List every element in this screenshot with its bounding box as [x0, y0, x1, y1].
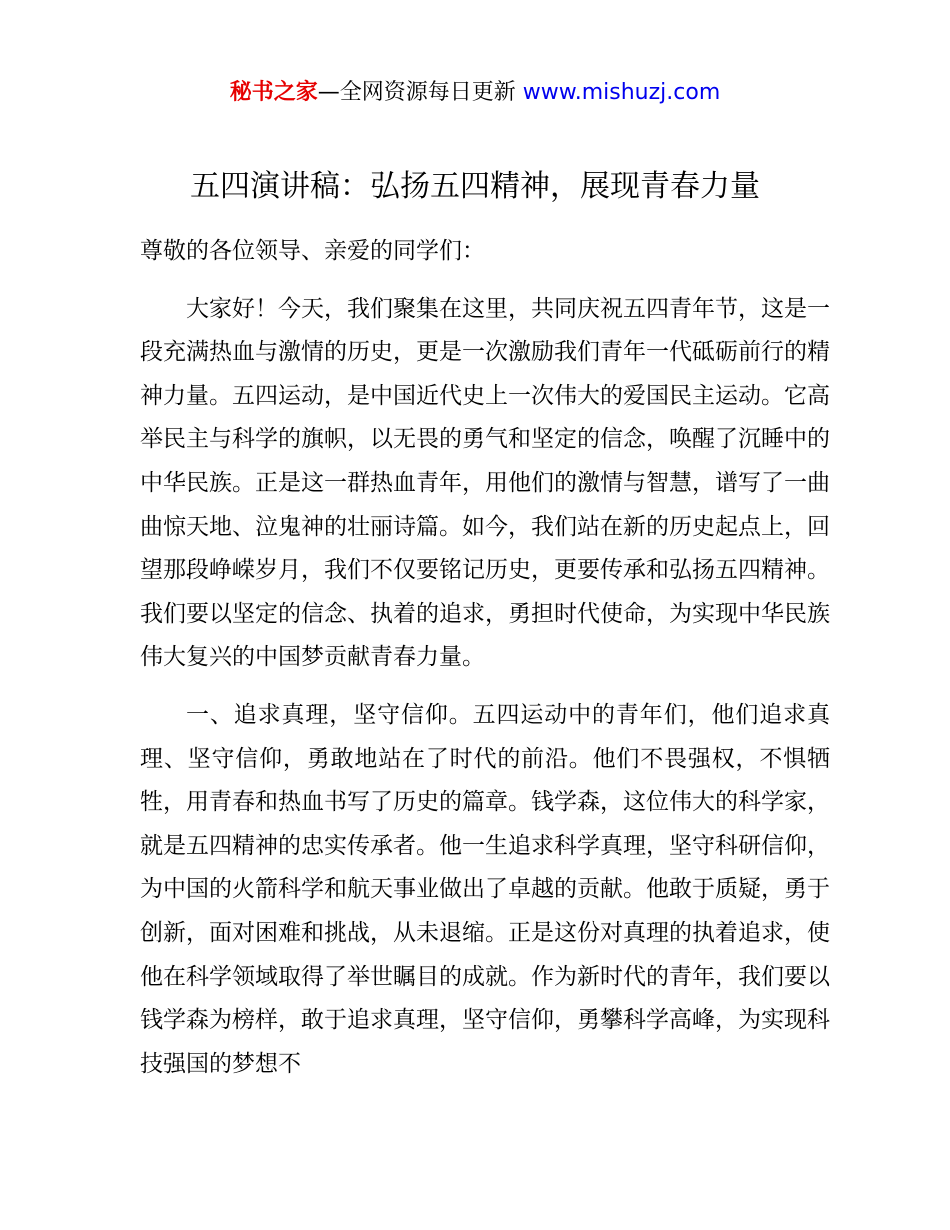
document-body — [140, 230, 830, 1100]
document-title: 五四演讲稿：弘扬五四精神，展现青春力量 — [190, 169, 760, 204]
salutation: 尊敬的各位领导、亲爱的同学们： — [140, 238, 485, 264]
paragraph-intro: 大家好！今天，我们聚集在这里，共同庆祝五四青年节，这是一段充满热血与激情的历史，更是一次激励我们青年一代砥砺前行的精神力量。五四运动，是中国近代史上一次伟大的爱国民主运动。它高举民主与科学的旗帜，以无畏的勇气和坚定的信念，唤醒了沉睡中的中华民族。正是这一群热血青年，用他们的激情与智慧，谱写了一曲曲惊天地、泣鬼神的壮丽诗篇。如今，我们站在新的历史起点上，回望那段峥嵘岁月，我们不仅要铭记历史，更要传承和弘扬五四精神。我们要以坚定的信念、执着的追求，勇担时代使命，为实现中华民族伟大复兴的中国梦贡献青春力量。 — [140, 295, 830, 671]
paragraph-section-one: 一、追求真理，坚守信仰。五四运动中的青年们，他们追求真理、坚守信仰，勇敢地站在了时代的前沿。他们不畏强权，不惧牺牲，用青春和热血书写了历史的篇章。钱学森，这位伟大的科学家，就是五四精神的忠实传承者。他一生追求科学真理，坚守科研信仰，为中国的火箭科学和航天事业做出了卓越的贡献。他敢于质疑，勇于创新，面对困难和挑战，从未退缩。正是这份对真理的执着追求，使他在科学领域取得了举世瞩目的成就。作为新时代的青年，我们要以钱学森为榜样，敢于追求真理，坚守信仰，勇攀科学高峰，为实现科技强国的梦想不 — [140, 701, 830, 1077]
site-tagline: —全网资源每日更新 — [317, 80, 516, 105]
site-brand: 秘书之家 — [229, 80, 318, 105]
site-url-link[interactable]: www.mishuzj.com — [522, 80, 721, 105]
site-header — [0, 76, 950, 110]
